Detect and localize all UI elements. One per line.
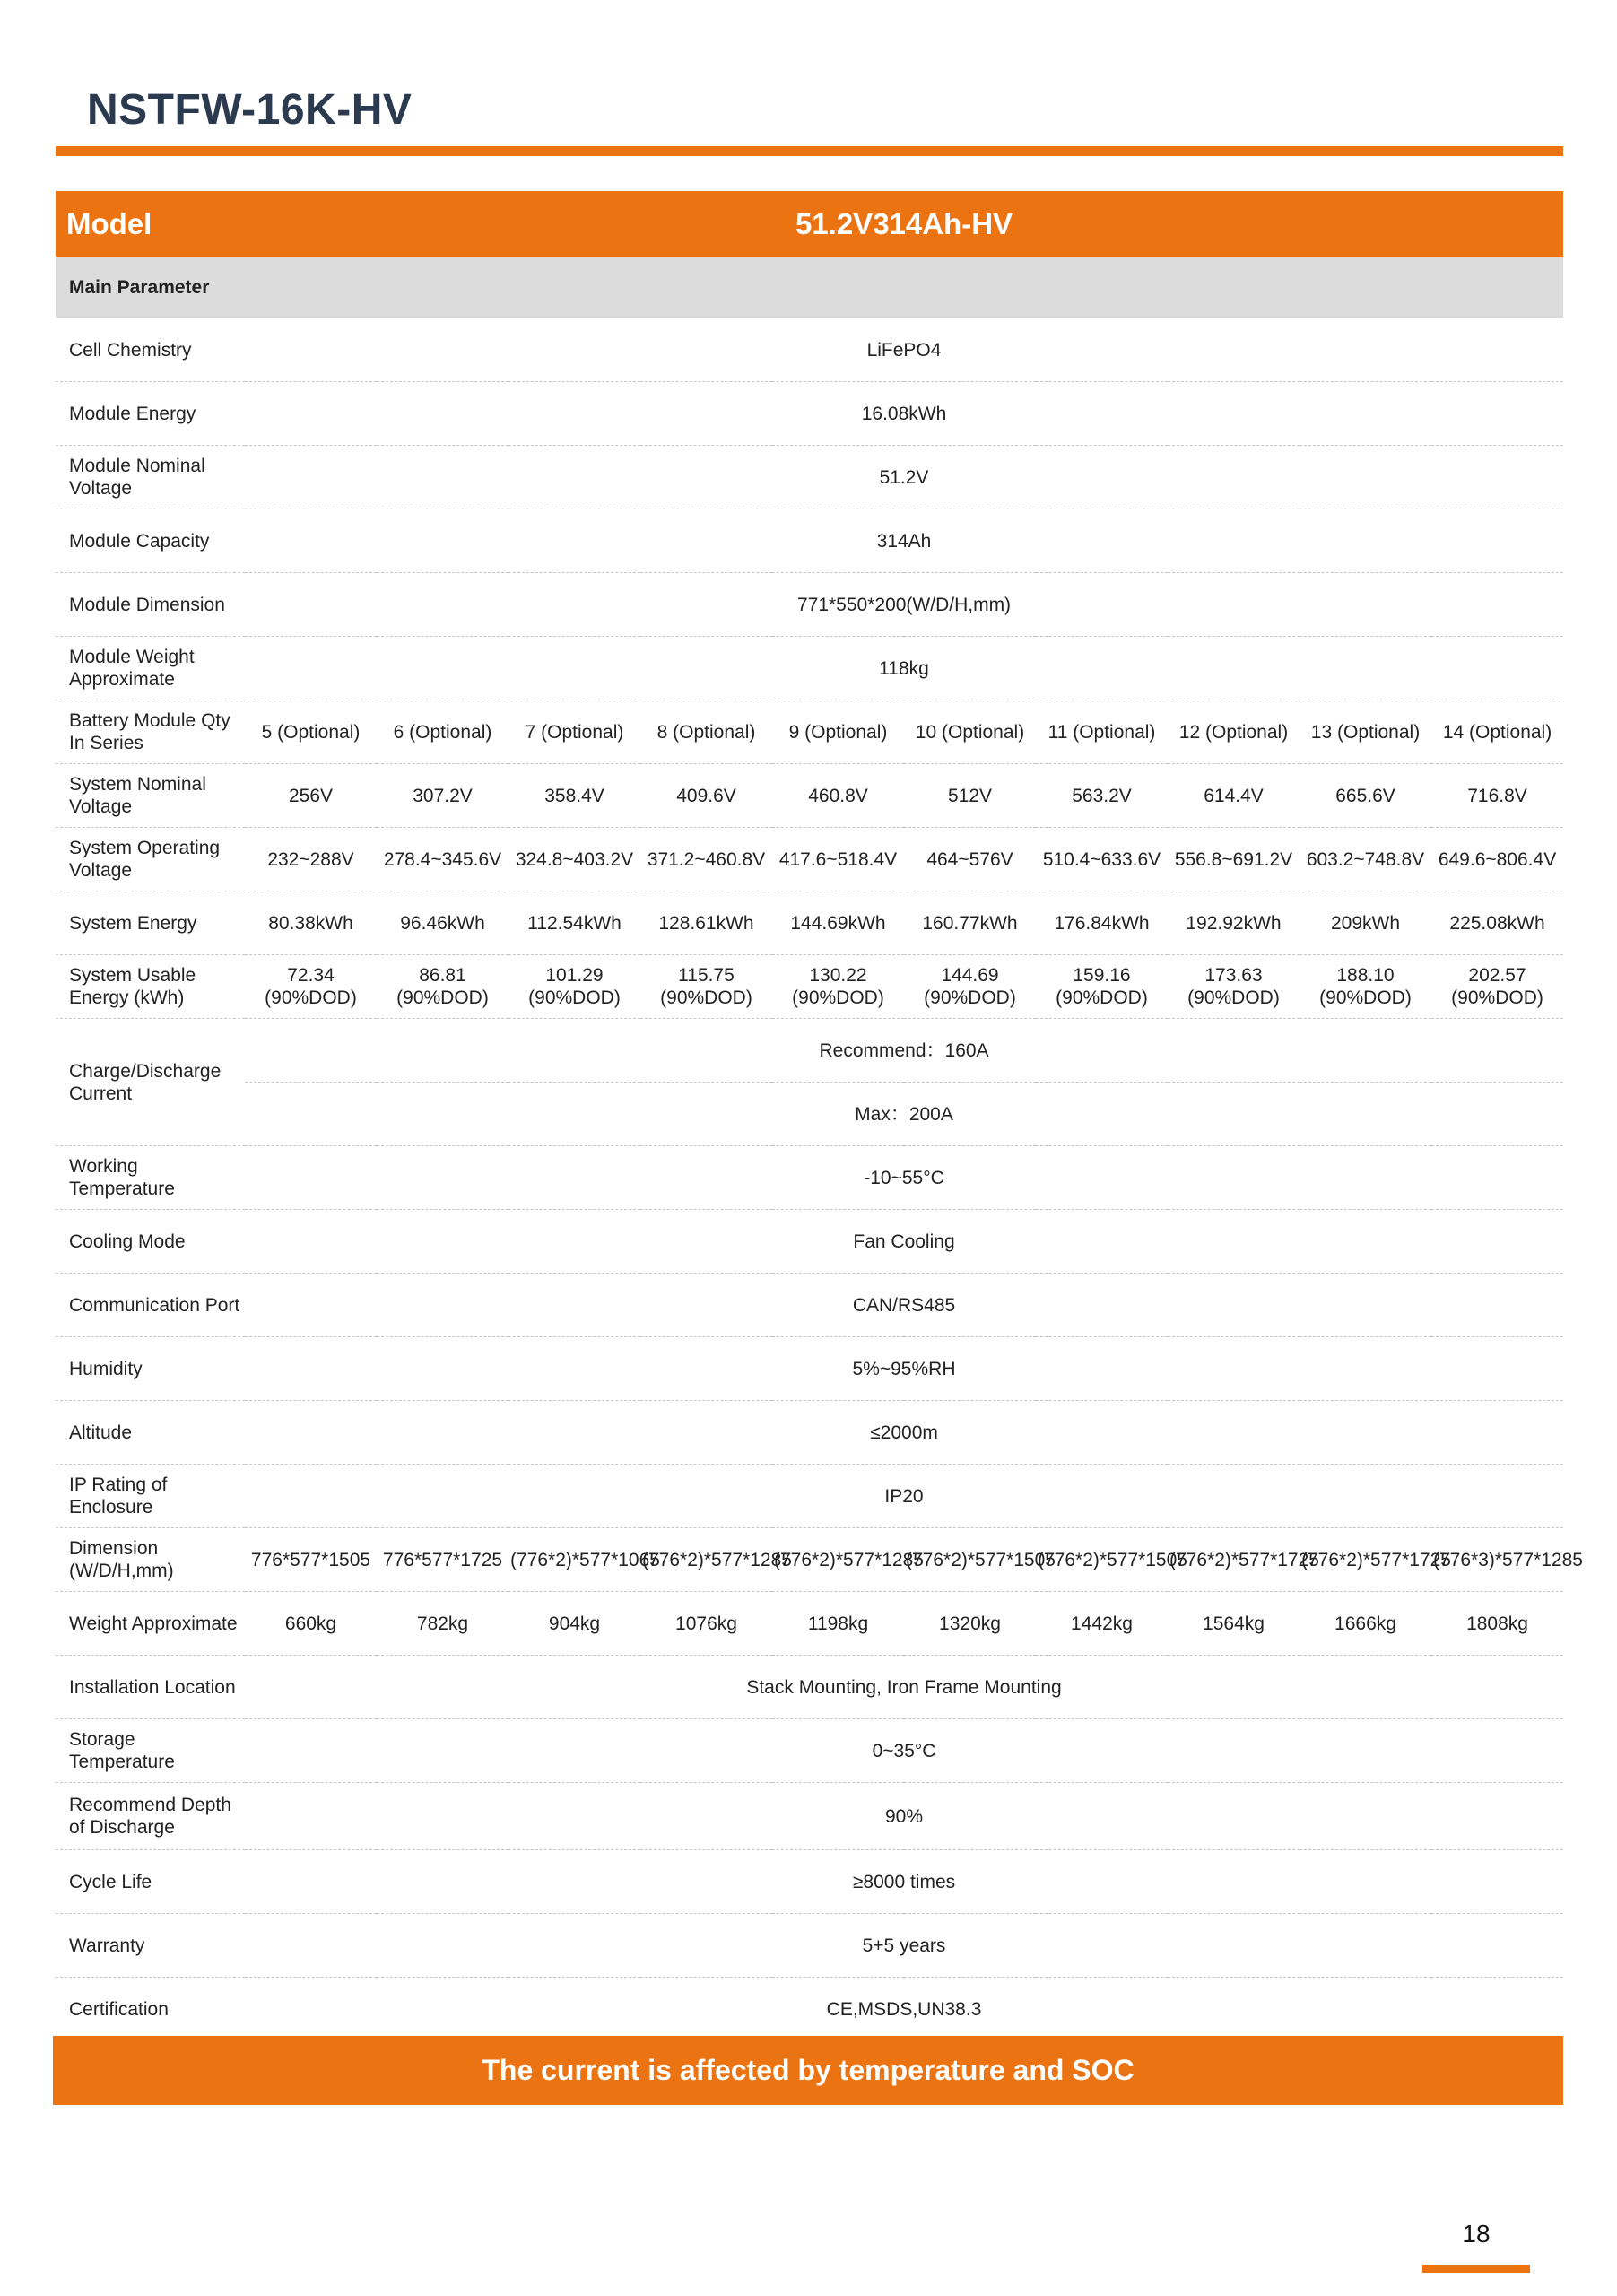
row-label: System Operating Voltage [56, 828, 245, 891]
page-title: NSTFW-16K-HV [87, 86, 413, 134]
row-cell: 1442kg [1036, 1592, 1168, 1656]
row-value: Fan Cooling [245, 1210, 1563, 1274]
spec-row-module-dimension [56, 573, 1563, 637]
row-label: Module Weight Approximate [56, 637, 245, 700]
row-cell: 1076kg [640, 1592, 772, 1656]
row-label: Working Temperature [56, 1146, 245, 1210]
row-cell: 665.6V [1300, 764, 1431, 828]
row-cell: 9 (Optional) [772, 700, 904, 764]
row-cell: 10 (Optional) [904, 700, 1036, 764]
row-cell: 96.46kWh [377, 891, 509, 955]
row-cell: 225.08kWh [1431, 891, 1563, 955]
row-label: Warranty [56, 1914, 245, 1978]
spec-row-module-capacity [56, 509, 1563, 573]
title-underline [56, 146, 1563, 156]
row-cell: 904kg [509, 1592, 640, 1656]
row-value: Recommend：160A [245, 1019, 1563, 1083]
spec-row-cycle-life [56, 1850, 1563, 1914]
row-value: IP20 [245, 1465, 1563, 1528]
row-label: System Nominal Voltage [56, 764, 245, 828]
row-cell: 11 (Optional) [1036, 700, 1168, 764]
row-label: Module Capacity [56, 509, 245, 573]
row-cell: 776*577*1725 [377, 1528, 509, 1592]
row-cell: 101.29 (90%DOD) [509, 955, 640, 1019]
row-cell: 324.8~403.2V [509, 828, 640, 891]
row-value: 771*550*200(W/D/H,mm) [245, 573, 1563, 637]
row-cell: 603.2~748.8V [1300, 828, 1431, 891]
row-cell: 782kg [377, 1592, 509, 1656]
row-label: Weight Approximate [56, 1592, 245, 1656]
row-label: Installation Location [56, 1656, 245, 1719]
spec-row-system-usable-energy [56, 955, 1563, 1019]
row-cell: (776*2)*577*1505 [1036, 1528, 1168, 1592]
row-cell: 72.34 (90%DOD) [245, 955, 377, 1019]
row-value: 16.08kWh [245, 382, 1563, 446]
row-cell: 176.84kWh [1036, 891, 1168, 955]
spec-row-weight [56, 1592, 1563, 1656]
spec-row-module-weight [56, 637, 1563, 700]
row-cell: 232~288V [245, 828, 377, 891]
row-cell: 512V [904, 764, 1036, 828]
row-cell: 209kWh [1300, 891, 1431, 955]
spec-row-cooling-mode [56, 1210, 1563, 1274]
row-label: IP Rating of Enclosure [56, 1465, 245, 1528]
row-value: ≥8000 times [245, 1850, 1563, 1914]
row-cell: 1564kg [1168, 1592, 1300, 1656]
row-label: Charge/Discharge Current [56, 1019, 245, 1146]
row-value: Stack Mounting, Iron Frame Mounting [245, 1656, 1563, 1719]
row-cell: 202.57 (90%DOD) [1431, 955, 1563, 1019]
row-cell: 144.69 (90%DOD) [904, 955, 1036, 1019]
row-label: Certification [69, 1998, 169, 2020]
spec-row-system-nominal-voltage [56, 764, 1563, 828]
row-cell: 371.2~460.8V [640, 828, 772, 891]
row-cell: 614.4V [1168, 764, 1300, 828]
row-label: Cooling Mode [56, 1210, 245, 1274]
row-cell: 716.8V [1431, 764, 1563, 828]
row-value: LiFePO4 [245, 318, 1563, 382]
row-cell: 256V [245, 764, 377, 828]
row-cell: 6 (Optional) [377, 700, 509, 764]
row-label: Module Dimension [56, 573, 245, 637]
row-cell: (776*2)*577*1285 [772, 1528, 904, 1592]
row-cell: 510.4~633.6V [1036, 828, 1168, 891]
row-cell: 776*577*1505 [245, 1528, 377, 1592]
row-cell: 649.6~806.4V [1431, 828, 1563, 891]
row-cell: 1808kg [1431, 1592, 1563, 1656]
footer-note: The current is affected by temperature and SOC [53, 2036, 1563, 2105]
row-cell: 86.81 (90%DOD) [377, 955, 509, 1019]
row-cell: 464~576V [904, 828, 1036, 891]
model-label: Model [56, 191, 245, 257]
section-row [56, 257, 1563, 318]
row-value: 5+5 years [245, 1914, 1563, 1978]
spec-row-dimension [56, 1528, 1563, 1592]
model-value: 51.2V314Ah-HV [245, 191, 1563, 257]
row-cell: 130.22 (90%DOD) [772, 955, 904, 1019]
row-cell: 460.8V [772, 764, 904, 828]
row-cell: 1666kg [1300, 1592, 1431, 1656]
row-cell: 358.4V [509, 764, 640, 828]
row-cell: 1320kg [904, 1592, 1036, 1656]
row-value: ≤2000m [245, 1401, 1563, 1465]
row-cell: 188.10 (90%DOD) [1300, 955, 1431, 1019]
row-cell: 563.2V [1036, 764, 1168, 828]
row-label: Altitude [56, 1401, 245, 1465]
page-number-underline [1422, 2265, 1530, 2273]
spec-row-working-temperature [56, 1146, 1563, 1210]
spec-row-installation [56, 1656, 1563, 1719]
row-cell: (776*2)*577*1285 [640, 1528, 772, 1592]
spec-table [56, 191, 1583, 2040]
spec-row-module-nominal-voltage [56, 446, 1563, 509]
row-value: 51.2V [245, 446, 1563, 509]
row-label: Cycle Life [56, 1850, 245, 1914]
row-cell: (776*2)*577*1065 [509, 1528, 640, 1592]
row-value: Max：200A [245, 1083, 1563, 1146]
row-cell: (776*2)*577*1725 [1300, 1528, 1431, 1592]
spec-row-module-energy [56, 382, 1563, 446]
row-cell: 128.61kWh [640, 891, 772, 955]
spec-row-ip-rating [56, 1465, 1563, 1528]
row-cell: (776*2)*577*1505 [904, 1528, 1036, 1592]
row-cell: 144.69kWh [772, 891, 904, 955]
row-label: Storage Temperature [56, 1719, 245, 1783]
row-label: Dimension (W/D/H,mm) [56, 1528, 245, 1592]
row-cell: 307.2V [377, 764, 509, 828]
row-cell: 278.4~345.6V [377, 828, 509, 891]
row-value: 118kg [245, 637, 1563, 700]
row-label: Cell Chemistry [56, 318, 245, 382]
row-label: Recommend Depth of Discharge [56, 1783, 245, 1850]
row-label: Module Nominal Voltage [56, 446, 245, 509]
row-label: Battery Module Qty In Series [56, 700, 245, 764]
row-cell: (776*2)*577*1725 [1168, 1528, 1300, 1592]
row-cell: 8 (Optional) [640, 700, 772, 764]
spec-row-system-energy [56, 891, 1563, 955]
row-value: CAN/RS485 [245, 1274, 1563, 1337]
spec-row-altitude [56, 1401, 1563, 1465]
row-cell: 13 (Optional) [1300, 700, 1431, 764]
row-cell: 417.6~518.4V [772, 828, 904, 891]
row-value: CE,MSDS,UN38.3 [826, 1998, 982, 2020]
row-cell: 159.16 (90%DOD) [1036, 955, 1168, 1019]
model-header-row [56, 191, 1563, 257]
section-title: Main Parameter [56, 257, 1563, 318]
row-cell: 14 (Optional) [1431, 700, 1563, 764]
spec-row-system-operating-voltage [56, 828, 1563, 891]
spec-row-charge-discharge-max [56, 1083, 1563, 1146]
row-cell: 556.8~691.2V [1168, 828, 1300, 891]
row-value: 314Ah [245, 509, 1563, 573]
row-cell: 112.54kWh [509, 891, 640, 955]
row-cell: 5 (Optional) [245, 700, 377, 764]
row-cell: 192.92kWh [1168, 891, 1300, 955]
page-number: 18 [1462, 2220, 1491, 2248]
row-value: -10~55°C [245, 1146, 1563, 1210]
spec-row-depth-of-discharge [56, 1783, 1563, 1850]
row-cell: 660kg [245, 1592, 377, 1656]
row-cell: 12 (Optional) [1168, 700, 1300, 764]
row-cell: 115.75 (90%DOD) [640, 955, 772, 1019]
row-label: System Energy [56, 891, 245, 955]
row-label: Humidity [56, 1337, 245, 1401]
row-cell: 7 (Optional) [509, 700, 640, 764]
spec-row-warranty [56, 1914, 1563, 1978]
row-label: Module Energy [56, 382, 245, 446]
row-cell: (776*3)*577*1285 [1431, 1528, 1563, 1592]
row-label: System Usable Energy (kWh) [56, 955, 245, 1019]
row-value: 90% [245, 1783, 1563, 1850]
spec-row-charge-discharge-recommend [56, 1019, 1563, 1083]
row-cell: 173.63 (90%DOD) [1168, 955, 1300, 1019]
spec-row-certification [56, 1978, 1563, 2041]
spec-row-storage-temperature [56, 1719, 1563, 1783]
row-value: 0~35°C [245, 1719, 1563, 1783]
row-cell: 160.77kWh [904, 891, 1036, 955]
spec-row-humidity [56, 1337, 1563, 1401]
row-cell: 80.38kWh [245, 891, 377, 955]
spec-row-communication-port [56, 1274, 1563, 1337]
row-cell: 409.6V [640, 764, 772, 828]
spec-row-battery-qty [56, 700, 1563, 764]
row-label: Communication Port [56, 1274, 245, 1337]
row-cell: 1198kg [772, 1592, 904, 1656]
row-value: 5%~95%RH [245, 1337, 1563, 1401]
spec-row-cell-chemistry [56, 318, 1563, 382]
